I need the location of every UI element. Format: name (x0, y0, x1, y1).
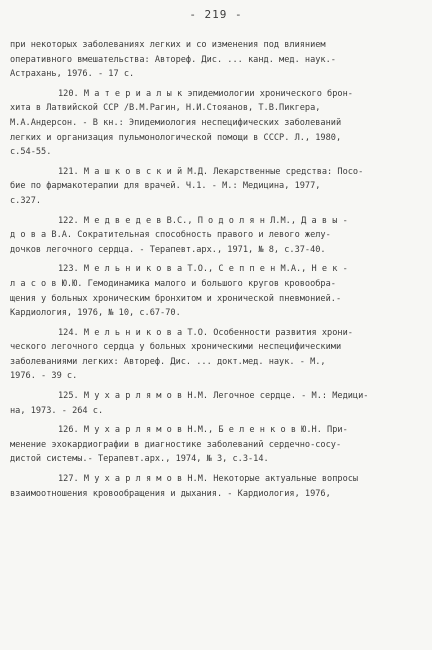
text-line: с.327. (10, 195, 42, 206)
page-number: - 219 - (189, 8, 243, 21)
text-line: л а с о в Ю.Ю. Гемодинамика малого и большого кругов кровообра- (10, 278, 336, 289)
text-line: бие по фармакотерапии для врачей. Ч.1. - М.: Медицина, 1977, (10, 181, 321, 192)
text-line: 122. М е д в е д е в В.С., П о д о л я н Л.М., Д а в ы - (58, 215, 348, 226)
text-line: легких и организация пульмонологической помощи в СССР. Л., 1980, (10, 132, 342, 143)
text-line: с.54-55. (10, 147, 52, 158)
text-line: дистой системы.- Терапевт.арх., 1974, № 3, с.3-14. (10, 454, 269, 465)
text-line: щения у больных хроническим бронхитом и хронической пневмонией.- (10, 293, 342, 304)
text-line: дочков легочного сердца. - Терапевт.арх., 1971, № 8, с.37-40. (10, 244, 326, 255)
text-line: менение эхокардиографии в диагностике заболеваний сердечно-сосу- (10, 439, 342, 450)
text-line: ческого легочного сердца у больных хроническими неспецифическими (10, 342, 342, 353)
text-line: 124. М е л ь н и к о в а Т.О. Особенности развития хрони- (58, 327, 353, 338)
text-line: хита в Латвийской ССР /В.М.Рагин, Н.И.Стояанов, Т.В.Пикгера, (10, 103, 321, 114)
text-line: Астрахань, 1976. - 17 с. (10, 69, 135, 80)
text-line: заболеваниями легких: Автореф. Дис. ... докт.мед. наук. - М., (10, 356, 326, 367)
text-line: Кардиология, 1976, № 10, с.67-70. (10, 308, 181, 319)
text-line: М.А.Андерсон. - В кн.: Эпидемиология неспецифических заболеваний (10, 117, 342, 128)
text-line: 125. М у х а р л я м о в Н.М. Легочное сердце. - М.: Медици- (58, 391, 369, 402)
text-line: 120. М а т е р и а л ы к эпидемиологии хронического брон- (58, 88, 353, 99)
text-line: при некоторых заболеваниях легких и со изменения под влиянием (10, 40, 326, 50)
text-line: 126. М у х а р л я м о в Н.М., Б е л е н к о в Ю.Н. При- (58, 425, 348, 436)
text-line: взаимоотношения кровообращения и дыхания. - Кардиология, 1976, (10, 488, 331, 499)
bibliography-text (10, 38, 422, 501)
text-line: 121. М а ш к о в с к и й М.Д. Лекарственные средства: Посо- (58, 166, 364, 177)
text-line: 123. М е л ь н и к о в а Т.О., С е п п е н М.А., Н е к - (58, 264, 348, 275)
text-line: на, 1973. - 264 с. (10, 405, 104, 416)
text-line: 127. М у х а р л я м о в Н.М. Некоторые актуальные вопросы (58, 474, 359, 485)
text-line: д о в а В.А. Сократительная способность правого и левого желу- (10, 230, 331, 241)
text-line: оперативного вмешательства: Автореф. Дис. ... канд. мед. наук.- (10, 54, 336, 65)
text-line: 1976. - 39 с. (10, 371, 78, 382)
